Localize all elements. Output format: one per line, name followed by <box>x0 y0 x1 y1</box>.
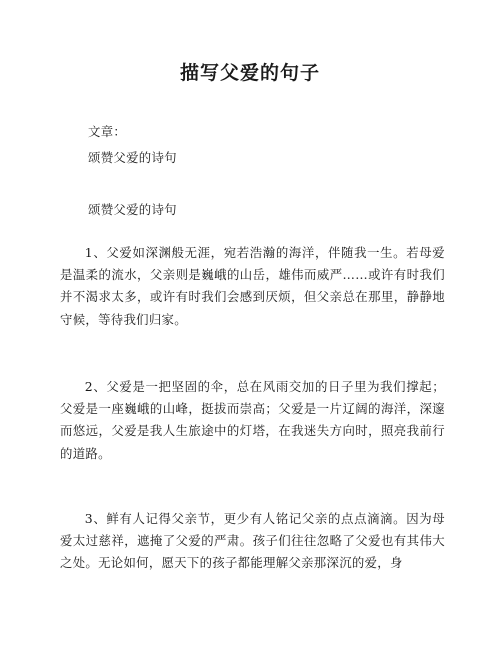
subtitle-line: 颂赞父爱的诗句 <box>88 150 177 165</box>
section-heading: 颂赞父爱的诗句 <box>88 202 177 217</box>
article-label: 文章： <box>88 124 127 139</box>
paragraph-3: 3、鲜有人记得父亲节，更少有人铭记父亲的点点滴滴。因为母爱太过慈祥，遮掩了父爱的严肃。孩子们往往忽略了父爱也有其伟大之处。无论如何，愿天下的孩子都能理解父亲那深沉的爱，身 <box>60 511 445 571</box>
paragraph-1: 1、父爱如深渊般无涯，宛若浩瀚的海洋，伴随我一生。若母爱是温柔的流水，父亲则是巍峨的山岳，雄伟而威严……或许有时我们并不渴求太多，或许有时我们会感到厌烦，但父亲总在那里，静静地守候，等待我们归家。 <box>60 245 445 327</box>
paragraph-2: 2、父爱是一把坚固的伞，总在风雨交加的日子里为我们撑起；父爱是一座巍峨的山峰，挺拔而崇高；父爱是一片辽阔的海洋，深邃而悠远，父爱是我人生旅途中的灯塔，在我迷失方向时，照亮我前行的道路。 <box>60 379 445 461</box>
document-title: 描写父爱的句子 <box>179 62 320 84</box>
